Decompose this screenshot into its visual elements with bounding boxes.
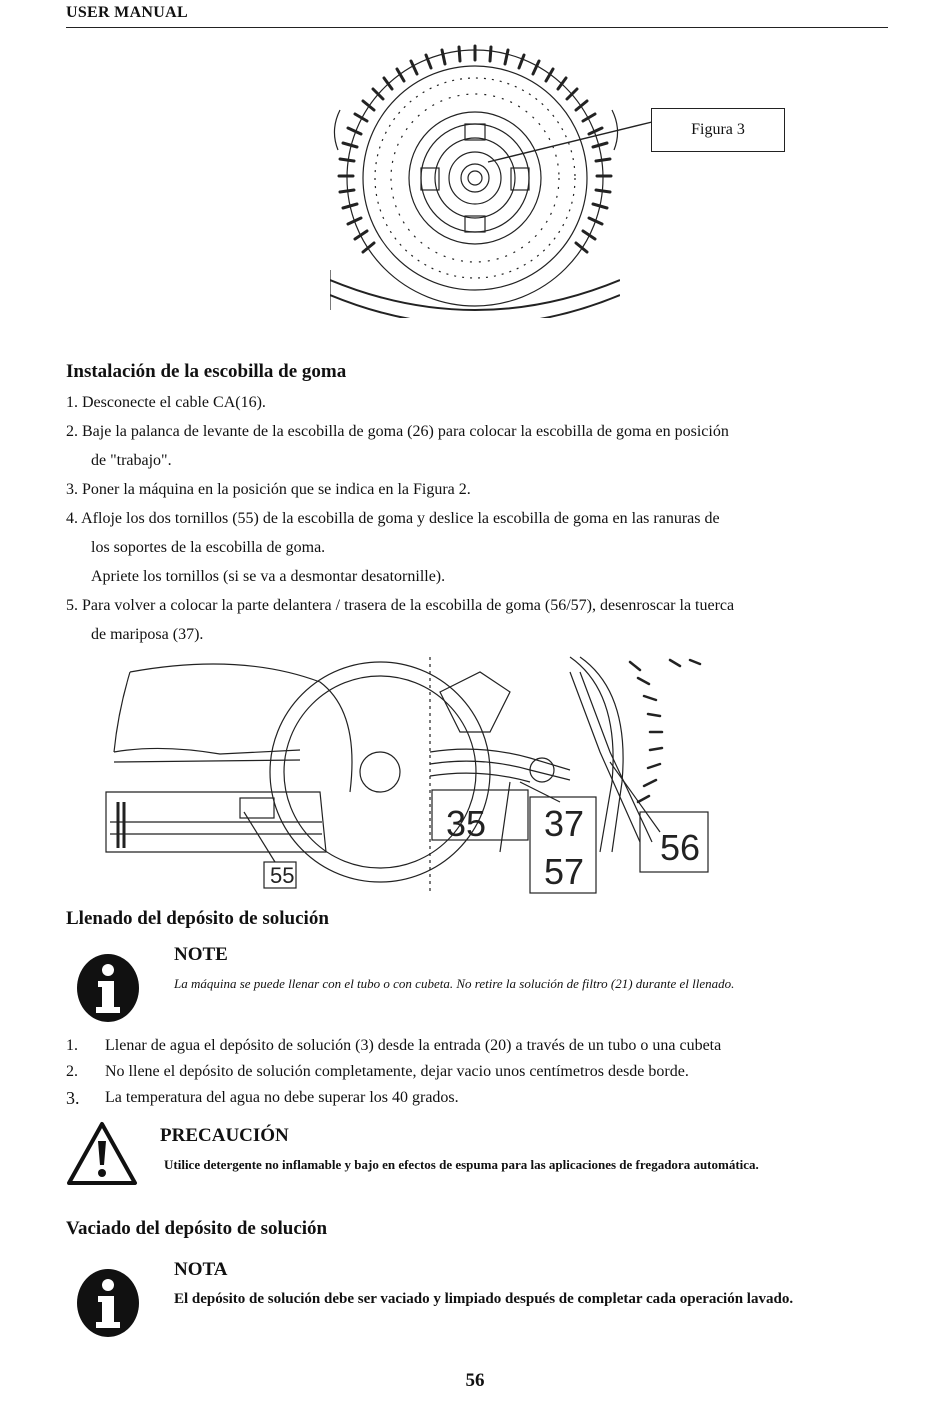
list-item [66,1059,886,1085]
caution-body: Utilice detergente no inflamable y bajo en efectos de espuma para las aplicaciones de fregadora automática. [164,1157,759,1172]
list-number: 3. [66,1088,80,1108]
step-4-cont: los soportes de la escobilla de goma. [91,539,326,556]
header-title: USER MANUAL [66,4,188,21]
list-text: La temperatura del agua no debe superar los 40 grados. [105,1089,459,1106]
step-5-cont: de mariposa (37). [91,626,204,643]
squeegee-steps [66,388,886,649]
emptying-note-body: El depósito de solución debe ser vaciado y limpiado después de completar cada operación lavado. [174,1291,794,1307]
caution-heading: PRECAUCIÓN [160,1125,289,1146]
filling-note-heading: NOTE [174,944,228,965]
filling-steps-list [66,1033,886,1111]
callout-leader-line [480,120,660,170]
list-text: No llene el depósito de solución completamente, dejar vacio unos centímetros desde borde. [105,1063,689,1080]
label-35: 35 [446,803,487,844]
page-header [66,4,888,28]
emptying-note-heading: NOTA [174,1259,228,1280]
label-55: 55 [270,863,295,888]
step-4: 4. Afloje los dos tornillos (55) de la escobilla de goma y deslice la escobilla de goma en las ranuras de [66,510,720,527]
list-text: Llenar de agua el depósito de solución (3) desde la entrada (20) a través de un tubo o una cubeta [105,1037,722,1054]
label-56: 56 [660,827,701,868]
step-1: 1. Desconecte el cable CA(16). [66,394,266,411]
list-item [66,1085,886,1111]
step-4-note: Apriete los tornillos (si se va a desmontar desatornille). [91,568,446,585]
info-icon [76,1268,140,1338]
figure-3-label: Figura 3 [691,121,745,138]
label-57: 57 [544,851,585,892]
squeegee-assembly-figure [100,652,712,896]
page-number: 56 [465,1370,485,1391]
list-number: 2. [66,1063,78,1080]
step-3: 3. Poner la máquina en la posición que se indica en la Figura 2. [66,481,471,498]
step-2: 2. Baje la palanca de levante de la escobilla de goma (26) para colocar la escobilla de goma en posición [66,423,729,440]
brush-disc-figure [330,40,620,318]
info-icon [76,953,140,1023]
emptying-section-title: Vaciado del depósito de solución [66,1218,328,1239]
step-5: 5. Para volver a colocar la parte delantera / trasera de la escobilla de goma (56/57), desenroscar la tuerca [66,597,735,614]
warning-icon [66,1121,138,1187]
filling-note-body: La máquina se puede llenar con el tubo o con cubeta. No retire la solución de filtro (21) durante el llenado. [174,976,735,991]
figure-3-callout [651,108,785,152]
label-37: 37 [544,803,585,844]
squeegee-section-title: Instalación de la escobilla de goma [66,361,347,382]
filling-section-title: Llenado del depósito de solución [66,908,329,929]
list-item [66,1033,886,1059]
list-number: 1. [66,1037,78,1054]
step-2-cont: de "trabajo". [91,452,172,469]
